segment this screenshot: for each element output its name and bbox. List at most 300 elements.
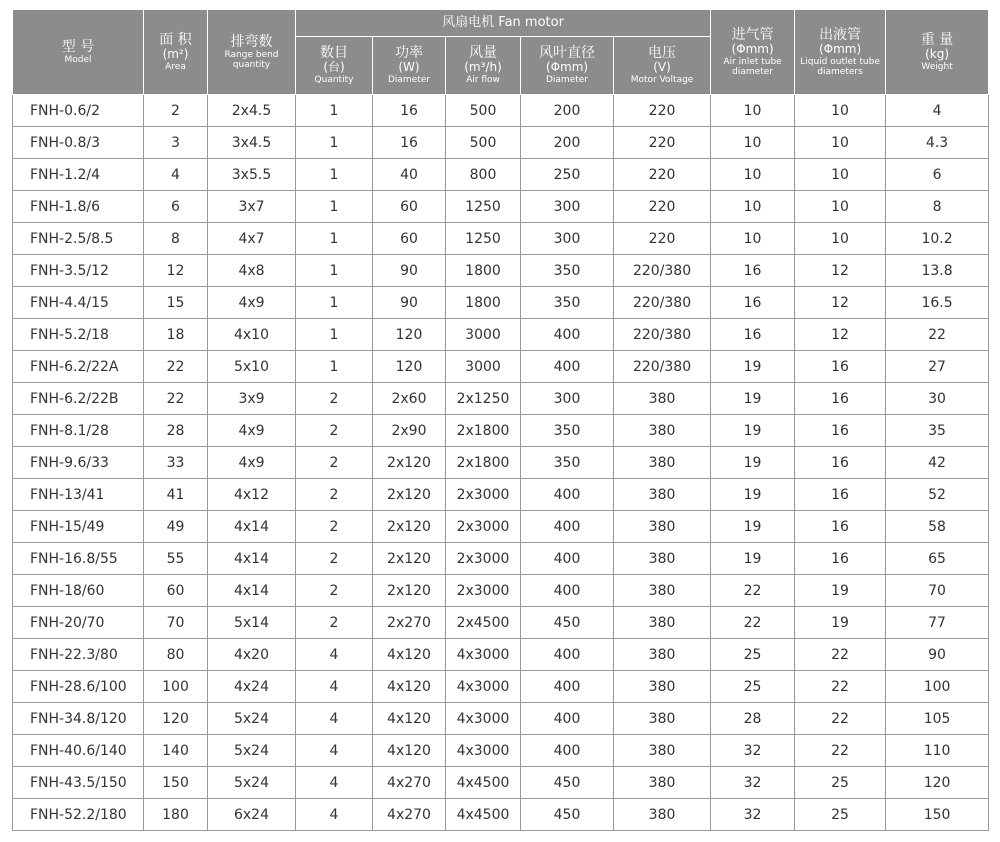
table-cell: 4 bbox=[296, 703, 373, 735]
table-cell: 2x1250 bbox=[446, 383, 521, 415]
header-power-en: Diameter bbox=[387, 75, 431, 86]
header-fan-motor-en: Fan motor bbox=[498, 14, 564, 30]
header-outlet-en: Liquid outlet tube diameters bbox=[800, 56, 880, 77]
table-cell: 4x4500 bbox=[446, 767, 521, 799]
table-cell: 5x24 bbox=[208, 735, 296, 767]
table-cell: 16 bbox=[795, 383, 886, 415]
table-cell: 4x120 bbox=[373, 703, 446, 735]
table-cell: 4 bbox=[886, 95, 989, 127]
table-cell: 25 bbox=[711, 671, 795, 703]
model-cell: FNH-22.3/80 bbox=[13, 639, 144, 671]
header-air-flow bbox=[446, 37, 521, 95]
table-cell: 10 bbox=[711, 223, 795, 255]
table-cell: 3x5.5 bbox=[208, 159, 296, 191]
table-cell: 19 bbox=[711, 511, 795, 543]
table-cell: 2 bbox=[296, 543, 373, 575]
table-cell: 110 bbox=[886, 735, 989, 767]
table-row bbox=[13, 255, 989, 287]
table-cell: 4x270 bbox=[373, 767, 446, 799]
header-voltage-en: Motor Voltage bbox=[630, 75, 694, 86]
table-cell: 300 bbox=[521, 223, 614, 255]
header-inlet bbox=[711, 10, 795, 95]
table-cell: 450 bbox=[521, 799, 614, 831]
table-cell: 1 bbox=[296, 127, 373, 159]
table-cell: 16 bbox=[795, 543, 886, 575]
model-cell: FNH-52.2/180 bbox=[13, 799, 144, 831]
table-cell: 22 bbox=[711, 607, 795, 639]
table-row bbox=[13, 383, 989, 415]
header-area-unit: (m²) bbox=[162, 46, 189, 61]
header-inlet-zh: 进气管 bbox=[731, 26, 774, 43]
header-blade-diameter-en: Diameter bbox=[545, 75, 589, 86]
table-cell: 35 bbox=[886, 415, 989, 447]
table-cell: 2x120 bbox=[373, 511, 446, 543]
table-cell: 19 bbox=[795, 575, 886, 607]
table-cell: 10 bbox=[711, 159, 795, 191]
table-cell: 380 bbox=[614, 447, 711, 479]
table-cell: 380 bbox=[614, 543, 711, 575]
table-cell: 4x24 bbox=[208, 671, 296, 703]
table-cell: 16 bbox=[795, 415, 886, 447]
table-cell: 4 bbox=[296, 671, 373, 703]
table-cell: 2x3000 bbox=[446, 575, 521, 607]
table-cell: 350 bbox=[521, 255, 614, 287]
table-cell: 70 bbox=[886, 575, 989, 607]
table-cell: 16 bbox=[795, 511, 886, 543]
header-quantity-zh: 数目 bbox=[320, 45, 348, 62]
header-outlet bbox=[795, 10, 886, 95]
header-air-flow-unit: (m³/h) bbox=[464, 60, 502, 75]
table-cell: 380 bbox=[614, 767, 711, 799]
table-cell: 500 bbox=[446, 127, 521, 159]
table-cell: 1800 bbox=[446, 255, 521, 287]
table-cell: 380 bbox=[614, 415, 711, 447]
header-area bbox=[144, 10, 208, 95]
table-cell: 60 bbox=[144, 575, 208, 607]
table-cell: 19 bbox=[711, 543, 795, 575]
table-cell: 380 bbox=[614, 671, 711, 703]
table-cell: 250 bbox=[521, 159, 614, 191]
table-cell: 8 bbox=[886, 191, 989, 223]
table-cell: 4x14 bbox=[208, 511, 296, 543]
model-cell: FNH-2.5/8.5 bbox=[13, 223, 144, 255]
table-cell: 10.2 bbox=[886, 223, 989, 255]
table-cell: 2 bbox=[296, 479, 373, 511]
table-cell: 42 bbox=[886, 447, 989, 479]
table-cell: 2x120 bbox=[373, 543, 446, 575]
table-cell: 10 bbox=[711, 127, 795, 159]
table-cell: 4x4500 bbox=[446, 799, 521, 831]
table-cell: 2x4500 bbox=[446, 607, 521, 639]
table-cell: 1 bbox=[296, 223, 373, 255]
table-cell: 220 bbox=[614, 95, 711, 127]
table-cell: 4x8 bbox=[208, 255, 296, 287]
model-cell: FNH-6.2/22A bbox=[13, 351, 144, 383]
table-cell: 2x3000 bbox=[446, 479, 521, 511]
table-cell: 18 bbox=[144, 319, 208, 351]
table-cell: 4x120 bbox=[373, 639, 446, 671]
table-cell: 120 bbox=[373, 351, 446, 383]
table-row bbox=[13, 351, 989, 383]
table-cell: 120 bbox=[373, 319, 446, 351]
table-cell: 3 bbox=[144, 127, 208, 159]
table-row bbox=[13, 767, 989, 799]
header-model bbox=[13, 10, 144, 95]
table-cell: 380 bbox=[614, 703, 711, 735]
table-cell: 5x14 bbox=[208, 607, 296, 639]
table-cell: 10 bbox=[795, 159, 886, 191]
table-cell: 200 bbox=[521, 127, 614, 159]
table-cell: 1800 bbox=[446, 287, 521, 319]
model-cell: FNH-0.6/2 bbox=[13, 95, 144, 127]
table-cell: 10 bbox=[795, 95, 886, 127]
model-cell: FNH-8.1/28 bbox=[13, 415, 144, 447]
table-cell: 22 bbox=[886, 319, 989, 351]
header-inlet-unit: (Φmm) bbox=[731, 41, 774, 56]
table-cell: 12 bbox=[795, 319, 886, 351]
header-power-unit: (W) bbox=[398, 60, 420, 75]
table-cell: 3x7 bbox=[208, 191, 296, 223]
table-cell: 90 bbox=[373, 255, 446, 287]
table-row bbox=[13, 191, 989, 223]
header-quantity-en: Quantity bbox=[314, 75, 354, 86]
table-row bbox=[13, 95, 989, 127]
table-cell: 16 bbox=[711, 287, 795, 319]
table-row bbox=[13, 735, 989, 767]
table-cell: 70 bbox=[144, 607, 208, 639]
table-cell: 4x3000 bbox=[446, 703, 521, 735]
table-cell: 19 bbox=[711, 351, 795, 383]
table-cell: 16 bbox=[711, 319, 795, 351]
table-cell: 150 bbox=[886, 799, 989, 831]
header-model-zh: 型 号 bbox=[61, 38, 95, 55]
model-cell: FNH-28.6/100 bbox=[13, 671, 144, 703]
table-cell: 4 bbox=[296, 639, 373, 671]
table-cell: 450 bbox=[521, 767, 614, 799]
table-cell: 220 bbox=[614, 191, 711, 223]
model-cell: FNH-5.2/18 bbox=[13, 319, 144, 351]
table-cell: 800 bbox=[446, 159, 521, 191]
table-cell: 2x120 bbox=[373, 447, 446, 479]
table-cell: 32 bbox=[711, 735, 795, 767]
table-cell: 1 bbox=[296, 159, 373, 191]
model-cell: FNH-0.8/3 bbox=[13, 127, 144, 159]
table-cell: 380 bbox=[614, 575, 711, 607]
header-area-en: Area bbox=[165, 61, 186, 72]
header-fan-motor-zh: 风扇电机 bbox=[442, 14, 495, 30]
model-cell: FNH-43.5/150 bbox=[13, 767, 144, 799]
header-range-bend-en: Range bend quantity bbox=[224, 49, 279, 71]
table-cell: 380 bbox=[614, 607, 711, 639]
header-weight bbox=[886, 10, 989, 95]
table-cell: 220/380 bbox=[614, 319, 711, 351]
table-cell: 400 bbox=[521, 735, 614, 767]
table-cell: 16.5 bbox=[886, 287, 989, 319]
table-cell: 1 bbox=[296, 191, 373, 223]
table-cell: 40 bbox=[373, 159, 446, 191]
header-quantity-unit: (台) bbox=[323, 60, 345, 75]
table-cell: 4x14 bbox=[208, 575, 296, 607]
table-cell: 10 bbox=[795, 127, 886, 159]
table-cell: 5x24 bbox=[208, 703, 296, 735]
table-cell: 2x1800 bbox=[446, 447, 521, 479]
table-cell: 49 bbox=[144, 511, 208, 543]
table-cell: 10 bbox=[711, 191, 795, 223]
table-cell: 4x120 bbox=[373, 671, 446, 703]
table-cell: 22 bbox=[795, 639, 886, 671]
table-cell: 4x9 bbox=[208, 287, 296, 319]
table-row bbox=[13, 671, 989, 703]
table-cell: 25 bbox=[711, 639, 795, 671]
header-weight-unit: (kg) bbox=[925, 46, 950, 61]
table-cell: 2 bbox=[296, 415, 373, 447]
table-cell: 300 bbox=[521, 383, 614, 415]
model-cell: FNH-18/60 bbox=[13, 575, 144, 607]
header-voltage-zh: 电压 bbox=[648, 45, 677, 62]
table-cell: 8 bbox=[144, 223, 208, 255]
fan-cooler-spec-table bbox=[12, 9, 989, 831]
table-cell: 4x9 bbox=[208, 415, 296, 447]
table-row bbox=[13, 511, 989, 543]
table-cell: 60 bbox=[373, 191, 446, 223]
table-cell: 2 bbox=[296, 383, 373, 415]
header-power-zh: 功率 bbox=[395, 45, 423, 62]
table-cell: 52 bbox=[886, 479, 989, 511]
table-cell: 6x24 bbox=[208, 799, 296, 831]
table-cell: 400 bbox=[521, 575, 614, 607]
table-row bbox=[13, 447, 989, 479]
table-cell: 22 bbox=[795, 671, 886, 703]
table-cell: 10 bbox=[795, 223, 886, 255]
table-cell: 2 bbox=[296, 607, 373, 639]
table-cell: 90 bbox=[886, 639, 989, 671]
table-cell: 6 bbox=[886, 159, 989, 191]
table-cell: 19 bbox=[711, 479, 795, 511]
table-cell: 400 bbox=[521, 703, 614, 735]
table-cell: 4x20 bbox=[208, 639, 296, 671]
table-row bbox=[13, 703, 989, 735]
table-cell: 180 bbox=[144, 799, 208, 831]
spec-table-container bbox=[12, 9, 989, 831]
table-cell: 12 bbox=[795, 287, 886, 319]
model-cell: FNH-40.6/140 bbox=[13, 735, 144, 767]
table-cell: 28 bbox=[711, 703, 795, 735]
table-cell: 90 bbox=[373, 287, 446, 319]
table-cell: 380 bbox=[614, 511, 711, 543]
table-row bbox=[13, 319, 989, 351]
model-cell: FNH-9.6/33 bbox=[13, 447, 144, 479]
table-cell: 2x120 bbox=[373, 479, 446, 511]
table-cell: 2x270 bbox=[373, 607, 446, 639]
table-cell: 400 bbox=[521, 351, 614, 383]
table-cell: 15 bbox=[144, 287, 208, 319]
table-cell: 350 bbox=[521, 415, 614, 447]
table-cell: 4x14 bbox=[208, 543, 296, 575]
model-cell: FNH-4.4/15 bbox=[13, 287, 144, 319]
table-cell: 220/380 bbox=[614, 351, 711, 383]
table-cell: 350 bbox=[521, 287, 614, 319]
table-cell: 27 bbox=[886, 351, 989, 383]
table-cell: 220/380 bbox=[614, 287, 711, 319]
model-cell: FNH-13/41 bbox=[13, 479, 144, 511]
table-cell: 4 bbox=[296, 767, 373, 799]
table-cell: 2x3000 bbox=[446, 511, 521, 543]
table-row bbox=[13, 543, 989, 575]
table-row bbox=[13, 223, 989, 255]
table-row bbox=[13, 415, 989, 447]
table-cell: 4x9 bbox=[208, 447, 296, 479]
table-cell: 1 bbox=[296, 319, 373, 351]
header-power bbox=[373, 37, 446, 95]
table-cell: 58 bbox=[886, 511, 989, 543]
table-cell: 4x3000 bbox=[446, 735, 521, 767]
table-cell: 150 bbox=[144, 767, 208, 799]
table-cell: 28 bbox=[144, 415, 208, 447]
table-cell: 12 bbox=[144, 255, 208, 287]
header-area-zh: 面 积 bbox=[159, 31, 192, 48]
table-row bbox=[13, 575, 989, 607]
table-cell: 2 bbox=[296, 447, 373, 479]
table-cell: 6 bbox=[144, 191, 208, 223]
table-cell: 400 bbox=[521, 319, 614, 351]
table-cell: 400 bbox=[521, 511, 614, 543]
header-weight-en: Weight bbox=[921, 61, 953, 72]
table-cell: 4x10 bbox=[208, 319, 296, 351]
table-cell: 22 bbox=[795, 735, 886, 767]
table-cell: 1250 bbox=[446, 223, 521, 255]
header-range-bend bbox=[208, 10, 296, 95]
table-cell: 80 bbox=[144, 639, 208, 671]
table-cell: 32 bbox=[711, 799, 795, 831]
table-cell: 1250 bbox=[446, 191, 521, 223]
table-cell: 10 bbox=[795, 191, 886, 223]
table-cell: 100 bbox=[144, 671, 208, 703]
table-cell: 380 bbox=[614, 479, 711, 511]
table-cell: 4x3000 bbox=[446, 639, 521, 671]
table-cell: 4 bbox=[296, 735, 373, 767]
model-cell: FNH-1.2/4 bbox=[13, 159, 144, 191]
table-cell: 220 bbox=[614, 127, 711, 159]
table-cell: 16 bbox=[373, 127, 446, 159]
table-cell: 4x7 bbox=[208, 223, 296, 255]
table-cell: 4x270 bbox=[373, 799, 446, 831]
table-cell: 19 bbox=[795, 607, 886, 639]
table-cell: 25 bbox=[795, 767, 886, 799]
table-cell: 500 bbox=[446, 95, 521, 127]
table-cell: 400 bbox=[521, 543, 614, 575]
header-outlet-unit: (Φmm) bbox=[818, 41, 862, 56]
table-cell: 3000 bbox=[446, 351, 521, 383]
table-cell: 2x60 bbox=[373, 383, 446, 415]
table-cell: 2x4.5 bbox=[208, 95, 296, 127]
table-cell: 41 bbox=[144, 479, 208, 511]
table-cell: 5x10 bbox=[208, 351, 296, 383]
table-cell: 1 bbox=[296, 287, 373, 319]
table-cell: 12 bbox=[795, 255, 886, 287]
table-cell: 33 bbox=[144, 447, 208, 479]
table-cell: 19 bbox=[711, 415, 795, 447]
table-cell: 4x12 bbox=[208, 479, 296, 511]
table-cell: 100 bbox=[886, 671, 989, 703]
table-cell: 1 bbox=[296, 255, 373, 287]
header-model-en: Model bbox=[64, 54, 92, 65]
header-voltage bbox=[614, 37, 711, 95]
table-cell: 19 bbox=[711, 447, 795, 479]
table-cell: 1 bbox=[296, 95, 373, 127]
table-cell: 380 bbox=[614, 383, 711, 415]
table-cell: 19 bbox=[711, 383, 795, 415]
table-cell: 16 bbox=[795, 351, 886, 383]
table-cell: 220/380 bbox=[614, 255, 711, 287]
model-cell: FNH-34.8/120 bbox=[13, 703, 144, 735]
header-fan-motor bbox=[296, 10, 711, 37]
table-cell: 380 bbox=[614, 639, 711, 671]
table-cell: 55 bbox=[144, 543, 208, 575]
table-cell: 2x120 bbox=[373, 575, 446, 607]
table-cell: 30 bbox=[886, 383, 989, 415]
table-cell: 25 bbox=[795, 799, 886, 831]
table-cell: 105 bbox=[886, 703, 989, 735]
table-cell: 22 bbox=[144, 383, 208, 415]
table-cell: 22 bbox=[795, 703, 886, 735]
header-blade-diameter-zh: 风叶直径 bbox=[539, 45, 595, 62]
header-range-bend-zh: 排弯数 bbox=[230, 33, 273, 50]
table-cell: 220 bbox=[614, 159, 711, 191]
table-cell: 22 bbox=[711, 575, 795, 607]
table-cell: 350 bbox=[521, 447, 614, 479]
table-cell: 16 bbox=[373, 95, 446, 127]
model-cell: FNH-6.2/22B bbox=[13, 383, 144, 415]
table-cell: 4.3 bbox=[886, 127, 989, 159]
table-row bbox=[13, 799, 989, 831]
table-row bbox=[13, 607, 989, 639]
header-outlet-zh: 出液管 bbox=[819, 26, 862, 43]
table-cell: 22 bbox=[144, 351, 208, 383]
table-row bbox=[13, 639, 989, 671]
table-cell: 1 bbox=[296, 351, 373, 383]
header-air-flow-zh: 风量 bbox=[469, 45, 497, 62]
table-cell: 400 bbox=[521, 671, 614, 703]
table-cell: 16 bbox=[795, 447, 886, 479]
table-cell: 60 bbox=[373, 223, 446, 255]
model-cell: FNH-3.5/12 bbox=[13, 255, 144, 287]
table-cell: 120 bbox=[144, 703, 208, 735]
table-cell: 4 bbox=[296, 799, 373, 831]
header-air-flow-en: Air flow bbox=[466, 75, 500, 86]
table-cell: 380 bbox=[614, 799, 711, 831]
table-cell: 300 bbox=[521, 191, 614, 223]
table-cell: 4x120 bbox=[373, 735, 446, 767]
table-cell: 2 bbox=[296, 511, 373, 543]
table-cell: 4 bbox=[144, 159, 208, 191]
table-cell: 4x3000 bbox=[446, 671, 521, 703]
table-cell: 32 bbox=[711, 767, 795, 799]
table-cell: 16 bbox=[711, 255, 795, 287]
header-inlet-en: Air inlet tube diameter bbox=[723, 56, 782, 77]
header-blade-diameter-unit: (Φmm) bbox=[545, 60, 589, 75]
table-cell: 140 bbox=[144, 735, 208, 767]
table-cell: 2x90 bbox=[373, 415, 446, 447]
table-cell: 400 bbox=[521, 639, 614, 671]
table-cell: 200 bbox=[521, 95, 614, 127]
table-cell: 2x3000 bbox=[446, 543, 521, 575]
table-cell: 2 bbox=[144, 95, 208, 127]
model-cell: FNH-20/70 bbox=[13, 607, 144, 639]
table-cell: 65 bbox=[886, 543, 989, 575]
table-cell: 120 bbox=[886, 767, 989, 799]
table-row bbox=[13, 287, 989, 319]
table-cell: 16 bbox=[795, 479, 886, 511]
